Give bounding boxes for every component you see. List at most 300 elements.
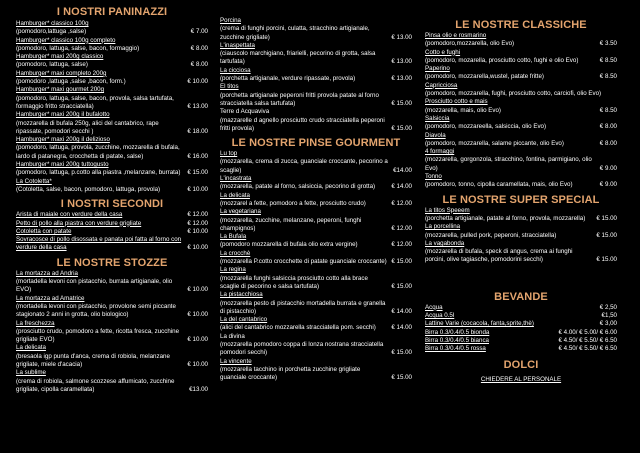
item-price: € 13.00 [391,75,412,83]
item-description: (pomodoro, mozzarella, fughi, prosciutto cotto, carciofi, olio Evo) [425,90,602,98]
item-description: (pomodoro, mozzarella,wustel, patate fritte) [425,73,544,81]
item-desc-row [425,73,617,81]
menu-item-row [220,83,412,91]
item-desc-row [425,156,617,173]
item-price: € 8.50 [599,73,617,81]
item-name: Capricciosa [425,81,458,89]
menu-item [425,98,617,115]
item-price: € 15.00 [391,349,412,357]
section-title: LE NOSTRE PINSE GOURMENT [231,137,401,150]
item-description: (pomodoro, tonno, cipolla caramellata, mais, olio Evo) [425,181,573,189]
menu-item-row [220,333,412,341]
item-name: Petto di pollo alla piastra con verdure grigliate [16,219,142,227]
item-name: Hamburger* maxi 200g il bufalotto [16,111,110,119]
item-description: (pomodoro, mozarella, prosciutto cotto, fughi e olio Evo) [425,56,579,64]
item-desc-row [220,158,412,175]
menu-item [425,148,617,173]
item-desc-row [16,144,208,161]
menu-item-row [425,329,617,337]
item-desc-row [16,378,208,395]
menu-item [16,53,208,70]
menu-item-row [425,49,617,57]
item-desc-row [16,28,208,36]
menu-item [16,70,208,87]
menu-column-1 [16,0,208,394]
item-price: € 12.00 [391,224,412,232]
menu-item [220,266,412,291]
item-desc-row [425,40,617,48]
item-description: (mozzarella, pulled pork, peperoni, stracciatella) [425,231,557,239]
section-title: BEVANDE [494,290,548,303]
menu-section [220,17,412,133]
item-name: La Bufala [220,233,247,241]
item-description: (mozzarella pesto di pistacchio mortadella burrata e granella di pistacchio) [220,299,386,315]
item-price: € 15.00 [391,374,412,382]
menu-item [220,17,412,42]
menu-item [16,369,208,394]
menu-item-row [16,161,208,169]
item-name: Lu top [220,150,238,158]
menu-item-row [16,344,208,352]
menu-item-row [425,132,617,140]
menu-item [220,150,412,175]
item-description: (mozzarella funghi salsiccia prosciutto cotto alla brace scaglie di pecorino e salsa tartufata) [220,274,368,290]
item-name: La del cantabrico [220,316,268,324]
menu-item-row [16,369,208,377]
item-name: L'inaspettata [220,41,255,49]
menu-item [425,304,617,312]
item-description: (mozzarella, mais, olio Evo) [425,106,501,114]
menu-item [220,208,412,233]
item-name: La divina [220,332,245,340]
item-desc-row [220,341,412,358]
item-desc-row [220,324,412,332]
item-price: € 14.00 [391,307,412,315]
item-price: € 10.00 [187,360,208,368]
item-description: (mozzarel a fette, pomodoro a fette, prosciutto crudo) [220,199,366,207]
item-description: (mozzarella pomodoro coppa di lonza nostrana stracciatella pomodori secchi) [220,340,384,357]
item-description: (crema di robiola, salmone scozzese affumicato, zucchine grigliate, cipolla caramellata) [16,377,175,393]
menu-item [16,211,208,219]
menu-item-row [220,266,412,274]
item-description: (pomodoro, lattuga, salse) [16,61,88,69]
item-name: Pinsa olio e rosmarino [425,32,487,39]
item-price: € 9.00 [599,181,617,189]
item-price: € 12.00 [187,219,208,227]
item-name: Cotoletta con patate [16,227,72,235]
menu-item [425,115,617,132]
menu-item [16,344,208,369]
item-desc-row [220,258,412,266]
item-desc-row [16,278,208,295]
menu-item [16,228,208,236]
item-name: Hamburger* classico 100g completo [16,36,116,44]
item-name: La delicata [16,344,46,352]
item-desc-row [220,200,412,208]
menu-item-row [220,250,412,258]
menu-item-row [220,233,412,241]
item-name: Acqua 0.5l [425,312,455,320]
menu-item-row [16,20,208,28]
menu-item [16,161,208,178]
menu-item-row [16,211,208,219]
item-desc-row [16,328,208,345]
item-desc-row [220,300,412,317]
menu-item [220,333,412,358]
item-desc-row [16,120,208,137]
menu-item [220,42,412,67]
item-name: La cicciosa [220,66,251,74]
item-desc-row [425,123,617,131]
menu-section [425,19,617,190]
menu-item-row [16,295,208,303]
item-price: € 13.00 [391,33,412,41]
item-price: € 10.00 [187,227,208,235]
menu-section [425,194,617,265]
item-price: € 15.00 [596,256,617,264]
item-name: La freschezza [16,319,55,327]
item-description: (porchetta artigianale, verdure ripassate, provola) [220,75,356,83]
item-name: Birra 0.3/0.4/0.5 rossa [425,345,486,353]
item-name: La crocchè [220,249,251,257]
menu-item [425,337,617,345]
item-description: (mozzarella, zucchine, melanzane, peperoni, funghi champignos) [220,216,362,232]
menu-item-row [16,236,208,253]
item-description: (mazzarelle d agnello prosciutto crudo stracciatella peperoni fritti provola) [220,116,385,132]
item-description: (mozzarella, gorgonzola, stracchino, fontina, parmigiano, olio Evo) [425,156,592,172]
menu-section [220,137,412,382]
item-description: (porchetta artigianale peperoni fritti provola patate al forno stracciatella salsa tartufata) [220,91,379,107]
item-desc-row [16,95,208,112]
item-price: € 15.00 [391,124,412,132]
item-desc-row [425,181,617,189]
item-name: Hamburger* classico 100g [16,20,89,27]
item-price: € 15.00 [187,169,208,177]
item-price: € 12.00 [391,241,412,249]
item-desc-row [16,45,208,53]
item-desc-row [220,75,412,83]
menu-item-row [425,345,617,353]
item-name: Cotto e fughi [425,48,461,56]
item-name: Hamburger* maxi 200g tuttogusto [16,161,109,169]
menu-item [16,270,208,295]
dolci-note: CHIEDERE AL PERSONALE [480,375,562,383]
item-name: Hamburger* maxi completo 200g [16,69,107,77]
menu-item-row [425,240,617,248]
item-name: La regina [220,266,246,274]
item-desc-row [425,107,617,115]
item-name: Lattine Varie (cocacola, fanta,sprite,thè) [425,320,534,328]
menu-item [16,86,208,111]
item-description: (pomodoro,lattuga ,salse) [16,28,87,36]
menu-item-row [220,192,412,200]
menu-item [220,358,412,383]
item-name: Hamburger* maxi 200g classico [16,53,104,61]
item-name: La porcellina [425,223,461,231]
menu-section [425,291,617,354]
item-name: La mortazza ad Andria [16,269,78,277]
item-name: El titos [220,83,239,91]
item-description: (pomodoro, lattuga, salse, bacon, formaggio) [16,44,140,52]
menu-item [220,291,412,316]
item-description: (pomodoro, lattuga, provola, zucchine, mozzarella di bufala, lardo di patanegra, crocchetta di patate, salse) [16,144,180,160]
item-desc-row [220,50,412,67]
item-name: La Cotoletta* [16,177,52,185]
menu-item [16,136,208,161]
item-desc-row [220,275,412,292]
item-price: € 4.50/ € 5.50/ € 6.50 [558,345,617,353]
menu-section [16,6,208,194]
menu-item-row [220,358,412,366]
item-desc-row [425,140,617,148]
menu-item [425,320,617,328]
item-price: € 10.00 [187,311,208,319]
menu-item-row [425,65,617,73]
menu-item [16,236,208,253]
item-description: (bresaola igp punta d'anca, crema di robiola, melanzane grigliate, miele d'acacia) [16,352,170,368]
item-price: € 12.00 [391,199,412,207]
item-description: (pomodoro, lattuga, p.cotto alla piastra ,melanzane, burrata) [16,169,181,177]
menu-item [425,207,617,224]
item-price: € 13.00 [391,58,412,66]
menu-item [425,223,617,240]
item-description: (mortadella levoni con pistacchio, burrata artigianale, olio EVO) [16,278,173,294]
menu-item [425,32,617,49]
section-title: I NOSTRI SECONDI [60,198,164,211]
item-name: Salsiccia [425,114,450,122]
menu-item [425,312,617,320]
item-desc-row [220,117,412,134]
item-name: L'incastrata [220,175,252,183]
menu-item [220,67,412,84]
item-price: €1,50 [601,312,617,320]
menu-item-row [425,207,617,215]
menu-item [220,83,412,108]
item-price: € 10.00 [187,336,208,344]
menu-item-row [220,316,412,324]
item-price: € 10.00 [187,78,208,86]
menu-item-row [16,228,208,236]
item-description: (ciauscolo marchigiano, friarielli, pecorino di grotta, salsa tartufata) [220,50,376,66]
item-desc-row [220,217,412,234]
menu-item [16,20,208,37]
menu-item-row [425,223,617,231]
item-price: € 4.50/ € 5.50/ € 6.50 [558,336,617,344]
menu-item-row [16,86,208,94]
item-desc-row [220,25,412,42]
item-description: (mozzarella, crema di zucca, guanciale croccante, pecorino a scaglie) [220,158,388,174]
menu-item [220,233,412,250]
menu-item [220,175,412,192]
menu-section [16,257,208,394]
menu-item-row [220,108,412,116]
menu-item-row [16,70,208,78]
menu-item-row [220,150,412,158]
item-description: (mortadella levoni con pistacchio, provolone semi piccante stagionato 2 anni in grotta, olio biologico) [16,302,176,319]
item-price: € 8.50 [599,56,617,64]
item-price: € 15.00 [596,231,617,239]
menu-item [220,108,412,133]
section-title: LE NOSTRE CLASSICHE [455,19,587,31]
item-desc-row [16,169,208,177]
menu-column-3 [425,19,617,384]
item-price: € 14.00 [391,324,412,332]
menu-item-row [425,115,617,123]
menu-item [425,82,617,99]
menu-item [16,220,208,228]
item-price: € 8.50 [599,106,617,114]
menu-item [16,320,208,345]
item-price: € 7.00 [190,28,208,36]
item-name: Arista di maiale con verdure della casa [16,211,123,219]
item-description: (Cotoletta, salse, bacon, pomodoro, lattuga, provola) [16,185,161,193]
item-price: € 10.00 [187,244,208,252]
item-name: Tonno [425,173,442,181]
item-description: (pomodoro, mozzarella, salame piccante, olio Evo) [425,139,564,147]
item-desc-row [16,353,208,370]
item-name: 4 formaggi [425,148,455,156]
item-name: La sublime [16,369,46,377]
item-price: € 16.00 [187,152,208,160]
item-desc-row [220,92,412,109]
item-price: € 12.00 [187,211,208,219]
item-name: Prosciutto cotto e mais [425,98,488,106]
item-description: (pomodoro, lattuga, salse, bacon, provola, salsa tartufata, formaggio fritto stracciatella) [16,94,174,110]
section-title: DOLCI [503,358,539,371]
item-price: € 15.00 [391,99,412,107]
menu-item-row [16,178,208,186]
item-desc-row [16,61,208,69]
item-price: € 8.00 [190,61,208,69]
item-price: €13.00 [189,385,208,393]
item-description: (alici del cantabrico mozzarella stracciatella pom. secchi) [220,324,376,332]
item-price: € 3.50 [599,40,617,48]
item-name: Sovracosce di pollo disossata e panata poi fatta al forno con verdure della casa [16,236,182,252]
item-price: € 10.00 [187,185,208,193]
menu-item [16,295,208,320]
item-name: La vegetariana [220,208,261,216]
menu-item [16,37,208,54]
menu-item-row [16,136,208,144]
menu-section [425,359,617,384]
menu-column-2 [220,17,412,382]
menu-item-row [220,42,412,50]
menu-item [220,316,412,333]
item-price: € 4.00/ € 5.00/ € 6.00 [558,328,617,336]
item-price: €14.00 [393,166,412,174]
item-price: € 8.00 [190,44,208,52]
item-name: La delicata [220,191,250,199]
item-description: (pomodoro, mozzareella, salsiccia, olio Evo) [425,123,547,131]
menu-item [220,250,412,267]
menu-item-row [425,173,617,181]
menu-item [425,173,617,190]
item-name: La mortazza ad Amatrice [16,294,85,302]
menu-item-row [16,53,208,61]
menu-item-row [425,32,617,40]
item-name: La vincente [220,357,252,365]
item-description: (pomodoro ,lattuga ,salse ,bacon, form.) [16,78,126,86]
item-desc-row [425,248,617,265]
menu-item-row [425,148,617,156]
item-desc-row [425,90,617,98]
menu-item [425,345,617,353]
item-price: € 15.00 [391,282,412,290]
menu-item-row [425,337,617,345]
item-price: € 15.00 [391,258,412,266]
item-price: € 13.00 [187,102,208,110]
menu-item [16,178,208,195]
menu-item-row [425,98,617,106]
menu-section [16,198,208,252]
item-price: € 15.00 [596,214,617,222]
section-title: LE NOSTRE SUPER SPECIAL [442,193,600,206]
item-desc-row [16,78,208,86]
item-price: € 14.00 [391,183,412,191]
item-description: (pomodoro mozzarella di bufala olio extra vergine) [220,241,358,249]
item-name: Porcina [220,17,241,24]
item-price: € 9.00 [599,164,617,172]
menu-item-row [16,220,208,228]
item-desc-row [425,215,617,223]
menu-item [425,49,617,66]
menu-item-row [16,320,208,328]
item-description: (porchetta artigianale, patate al forno, provola, mozzarella) [425,214,586,222]
menu-item-row [16,37,208,45]
menu-item [425,329,617,337]
item-description: (mozzarella, patate al forno, salsiccia, pecorino di grotta) [220,183,376,191]
menu-item-row [425,312,617,320]
menu-item-row [425,82,617,90]
menu-item [16,111,208,136]
menu-item-row [425,320,617,328]
menu-item [425,65,617,82]
item-desc-row [425,57,617,65]
item-desc-row [16,186,208,194]
item-desc-row [220,241,412,249]
menu-item-row [220,175,412,183]
item-desc-row [425,232,617,240]
item-price: € 18.00 [187,127,208,135]
item-name: Terre d Acquaviva [220,108,270,116]
item-description: (crema di funghi porcini, culatta, stracchino artigianale, zucchine grigliate) [220,25,370,41]
section-title: I NOSTRI PANINAZZI [56,6,168,18]
item-price: € 3,00 [599,320,617,328]
item-description: (prosciutto crudo, pomodoro a fette, ricotta fresca, zucchine grigliate EVO) [16,327,180,344]
item-name: La titos Speeem [425,206,470,214]
item-name: Diavola [425,131,446,139]
menu-item [425,132,617,149]
menu-item-row [16,270,208,278]
item-description: (mozzarella P.cotto crocchette di patate guanciale croccante) [220,258,387,266]
menu-item-row [425,304,617,312]
menu-item-row [220,67,412,75]
item-name: Acqua [425,303,443,311]
section-title: LE NOSTRE STOZZE [56,256,168,269]
item-name: Birra 0.3/0.4/0.5 bionda [425,328,490,336]
item-desc-row [16,303,208,320]
menu-item-row [220,17,412,25]
item-description: (pomodoro,mozzarella, olio Evo) [425,40,515,48]
item-name: Birra 0.3/0.4/0.5 bianca [425,336,489,344]
item-desc-row [220,366,412,383]
item-name: La pistacchiosa [220,291,263,299]
menu-item-row [220,291,412,299]
item-price: € 8.00 [599,139,617,147]
item-description: (mozzarella di bufala 250g, alici del cantabrico, rape ripassate, pomodori secchi ) [16,119,159,135]
item-description: (mozzarella di bufala, speck di angus, crema ai funghi porcini, olive tagiasche, pomodorini secchi) [425,248,573,264]
menu-item [220,192,412,209]
